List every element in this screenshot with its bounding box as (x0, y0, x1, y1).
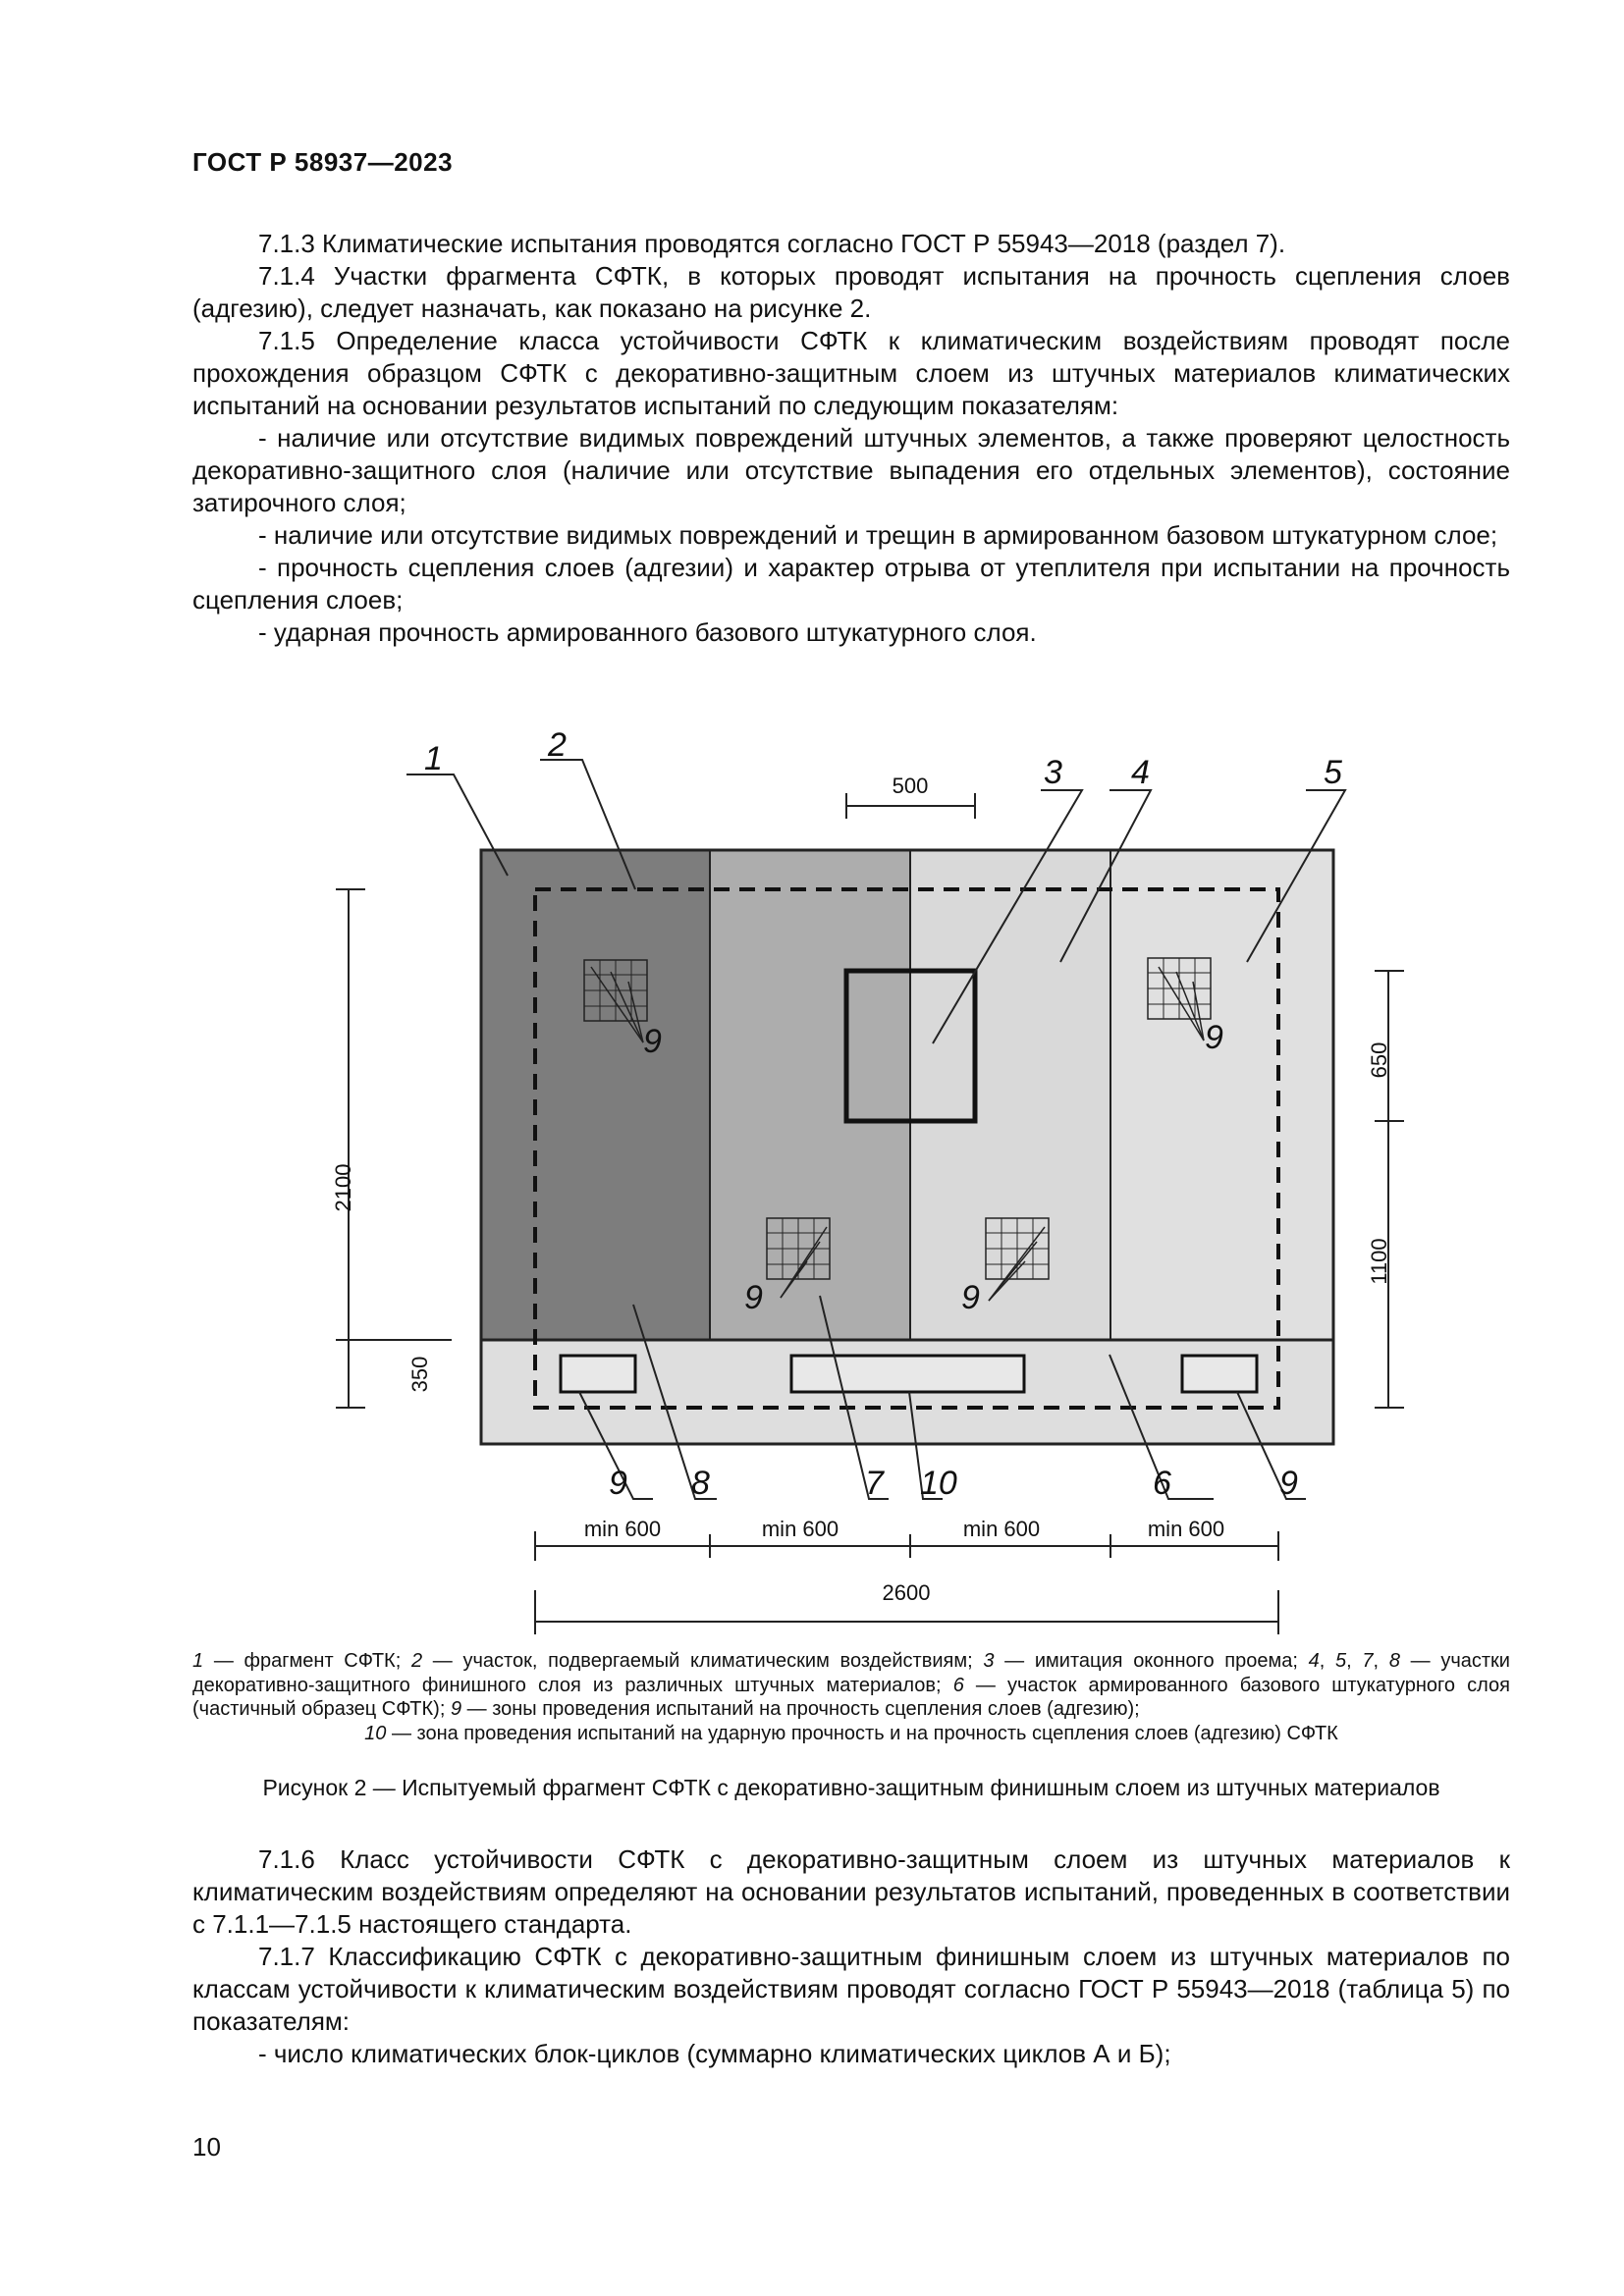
list-item: - наличие или отсутствие видимых повреждений штучных элементов, а также проверяют целостность декоративно-защитного слоя (наличие или отсутствие выпадения его отдельных элементов), состояние затирочного слоя; (192, 423, 1510, 517)
dim-2100: 2100 (331, 1163, 355, 1212)
legend-text: — участок, подвергаемый климатическим воздействиям; (422, 1650, 984, 1672)
legend-text: — зоны проведения испытаний на прочность сцепления слоев (адгезию); (461, 1698, 1140, 1720)
callout-8: 8 (691, 1465, 710, 1502)
list-item: - ударная прочность армированного базового штукатурного слоя. (258, 617, 1037, 647)
callout-1: 1 (424, 740, 443, 777)
callout-4: 4 (1131, 754, 1150, 791)
callout-9: 9 (1205, 1019, 1223, 1056)
callout-6: 6 (1153, 1465, 1171, 1502)
callout-3: 3 (1044, 754, 1062, 791)
legend-num: 9 (450, 1698, 462, 1720)
legend-text: — участок армированного базового штукатурного слоя (частичный образец СФТК); (192, 1674, 1510, 1720)
legend-num: 10 (364, 1722, 387, 1744)
callout-9: 9 (1279, 1465, 1298, 1502)
figure-caption: Рисунок 2 — Испытуемый фрагмент СФТК с декоративно-защитным финишным слоем из штучных материалов (262, 1775, 1440, 1800)
legend-num: 3 (983, 1650, 995, 1672)
callout-9: 9 (961, 1279, 980, 1316)
legend-num: 7 (1362, 1650, 1374, 1672)
figure-2-diagram (0, 726, 1624, 1747)
callout-9: 9 (609, 1465, 627, 1502)
legend-num: 4 (1308, 1650, 1320, 1672)
panel-5 (1110, 850, 1333, 1340)
legend-text: , (1373, 1650, 1389, 1672)
callout-2: 2 (548, 726, 567, 764)
legend-text: , (1319, 1650, 1336, 1672)
paragraph-7-1-5: 7.1.5 Определение класса устойчивости СФТК к климатическим воздействиям проводят после прохождения образцом СФТК с декоративно-защитным слоем из штучных материалов климатических испытаний на основании результатов испытаний по следующим показателям: (192, 326, 1510, 420)
dim-2600: 2600 (882, 1580, 931, 1605)
legend-text: — фрагмент СФТК; (203, 1650, 411, 1672)
dim-350: 350 (407, 1356, 432, 1393)
dim-min-600: min 600 (761, 1517, 839, 1541)
list-item: - прочность сцепления слоев (адгезии) и характер отрыва от утеплителя при испытании на прочность сцепления слоев; (192, 553, 1510, 614)
list-item: - наличие или отсутствие видимых повреждений и трещин в армированном базовом штукатурном слое; (258, 520, 1498, 550)
paragraph-7-1-3: 7.1.3 Климатические испытания проводятся согласно ГОСТ Р 55943—2018 (раздел 7). (258, 229, 1286, 258)
paragraph-7-1-4: 7.1.4 Участки фрагмента СФТК, в которых проводят испытания на прочность сцепления слоев (адгезию), следует назначать, как показано на рисунке 2. (192, 261, 1510, 323)
page-number: 10 (192, 2132, 221, 2162)
callout-5: 5 (1324, 754, 1342, 791)
document-header: ГОСТ Р 58937—2023 (192, 147, 454, 177)
legend-num: 6 (952, 1674, 964, 1696)
paragraph-7-1-6: 7.1.6 Класс устойчивости СФТК с декоративно-защитным слоем из штучных материалов к климатическим воздействиям определяют на основании результатов испытаний, проведенных в соответствии с 7.1.1—7.1.5 настоящего стандарта. (192, 1844, 1510, 1939)
dim-min-600: min 600 (1147, 1517, 1225, 1541)
dim-1100: 1100 (1367, 1238, 1391, 1285)
test-area-9 (1182, 1356, 1257, 1392)
legend-text: , (1346, 1650, 1363, 1672)
callout-7: 7 (865, 1465, 884, 1502)
list-item: - число климатических блок-циклов (суммарно климатических циклов А и Б); (258, 2039, 1171, 2068)
legend-num: 2 (410, 1650, 423, 1672)
legend-num: 5 (1335, 1650, 1347, 1672)
legend-text: — имитация оконного проема; (994, 1650, 1309, 1672)
panel-7 (710, 850, 910, 1340)
callout-9: 9 (643, 1023, 662, 1060)
test-area-10 (791, 1356, 1024, 1392)
test-area-9 (561, 1356, 635, 1392)
panel-8 (481, 850, 710, 1340)
bottom-text-block (192, 1843, 1510, 2070)
callout-10: 10 (920, 1465, 957, 1502)
top-text-block (192, 228, 1510, 649)
paragraph-7-1-7: 7.1.7 Классификацию СФТК с декоративно-защитным финишным слоем из штучных материалов по классам устойчивости к климатическим воздействиям проводят согласно ГОСТ Р 55943—2018 (таблица 5) по показателям: (192, 1942, 1510, 2036)
callout-9: 9 (744, 1279, 763, 1316)
legend-num: 8 (1388, 1650, 1400, 1672)
dim-650: 650 (1367, 1041, 1391, 1079)
legend-num: 1 (192, 1650, 204, 1672)
figure-legend (192, 1649, 1510, 1745)
dim-500: 500 (892, 774, 929, 798)
legend-text: — зона проведения испытаний на ударную прочность и на прочность сцепления слоев (адгезию) СФТК (386, 1722, 1338, 1744)
dim-min-600: min 600 (583, 1517, 662, 1541)
dim-min-600: min 600 (962, 1517, 1041, 1541)
legend-text: — участки декоративно-защитного финишного слоя из различных штучных материалов; (192, 1650, 1510, 1696)
